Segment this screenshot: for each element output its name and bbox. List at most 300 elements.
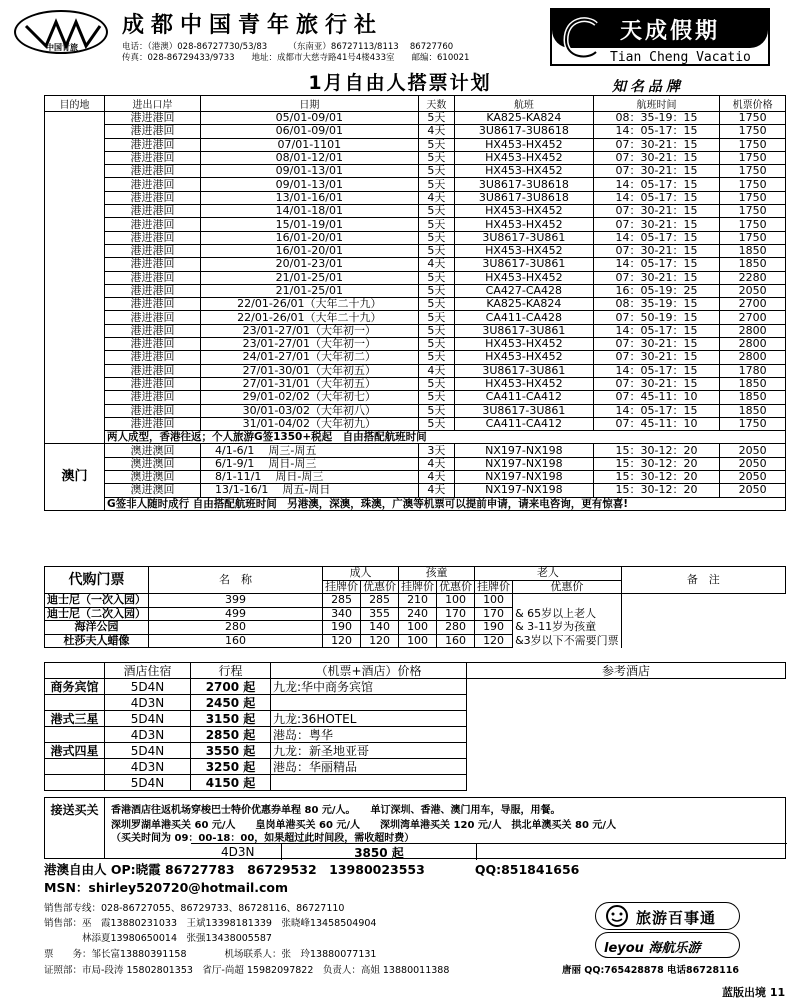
extra-price: 3850 起 xyxy=(281,844,477,860)
cell-port: 澳进澳回 xyxy=(105,484,201,497)
dest-macau: 澳门 xyxy=(45,444,105,510)
cell-port: 港进港回 xyxy=(105,271,201,284)
cell-flight-no: HX453-HX452 xyxy=(455,377,594,390)
hotel-header-row xyxy=(45,663,786,679)
flight-row xyxy=(45,112,786,125)
cell-port: 港进港回 xyxy=(105,364,201,377)
cell-price: 1850 xyxy=(720,377,786,390)
cell-port: 港进港回 xyxy=(105,324,201,337)
hotel-ref: 九龙:36HOTEL xyxy=(271,711,467,727)
hotel-row xyxy=(45,727,786,743)
cell-flight-time: 07：45-11：10 xyxy=(593,417,720,430)
cell-port: 港进港回 xyxy=(105,338,201,351)
cell-flight-time: 15：30-12：20 xyxy=(593,484,720,497)
hotel-type xyxy=(45,759,105,775)
flight-row xyxy=(45,284,786,297)
cell-port: 澳进澳回 xyxy=(105,444,201,457)
ticket-sub-list: 挂牌价 xyxy=(323,580,361,594)
cell-flight-no: HX453-HX452 xyxy=(455,338,594,351)
cell-flight-time: 07：30-21：15 xyxy=(593,151,720,164)
mascot-icon xyxy=(602,903,632,929)
macau-flight-row xyxy=(45,444,786,457)
cell-date: 21/01-25/01 xyxy=(201,284,419,297)
cell-port: 港进港回 xyxy=(105,311,201,324)
ticket-table xyxy=(44,566,786,648)
cell-flight-no: 3U8617-3U861 xyxy=(455,231,594,244)
cell-port: 港进港回 xyxy=(105,151,201,164)
cell-days: 4天 xyxy=(418,471,454,484)
transfer-line-hours: （买关时间为 09：00-18：00，如果超过此时间段，需收超时费） xyxy=(111,833,415,844)
ticket-price: 280 xyxy=(437,621,475,635)
cell-flight-time: 14：05-17：15 xyxy=(593,258,720,271)
ticket-name: 杜莎夫人蜡像 xyxy=(45,634,149,648)
ticket-price: 100 xyxy=(475,594,513,608)
cell-days: 4天 xyxy=(418,125,454,138)
cell-flight-no: CA411-CA428 xyxy=(455,311,594,324)
ticket-sub-discount: 优惠价 xyxy=(437,580,475,594)
ticket-price: 285 xyxy=(361,594,399,608)
hotel-type: 港式四星 xyxy=(45,743,105,759)
ticket-price: 355 xyxy=(361,607,399,621)
ticket-price: 340 xyxy=(323,607,361,621)
cell-flight-time: 08：35-19：15 xyxy=(593,112,720,125)
cell-price: 2700 xyxy=(720,298,786,311)
hotel-price: 2700 起 xyxy=(191,679,271,695)
transfer-line-shuttle: 香港酒店往返机场穿梭巴士特价优惠券单程 80 元/人。 单订深圳、香港、澳门用车，导服，用餐。 xyxy=(111,805,561,816)
cell-price: 2050 xyxy=(720,484,786,497)
ticket-price: 100 xyxy=(437,594,475,608)
ticket-remark: & 3-11岁为孩童 xyxy=(513,621,622,635)
ticket-col-child: 孩童 xyxy=(399,567,475,581)
cell-date: 21/01-25/01 xyxy=(201,271,419,284)
cell-flight-no: CA411-CA412 xyxy=(455,417,594,430)
cell-flight-time: 16：05-19：25 xyxy=(593,284,720,297)
ticket-side-label: 代购门票 xyxy=(45,567,149,594)
flight-row xyxy=(45,165,786,178)
ticket-remark: &3岁以下不需要门票 xyxy=(513,634,622,648)
hotel-ref: 港岛：华丽精品 xyxy=(271,759,467,775)
cell-date: 22/01-26/01（大年二十九） xyxy=(201,311,419,324)
cell-flight-no: HX453-HX452 xyxy=(455,218,594,231)
cell-flight-time: 07：45-11：10 xyxy=(593,391,720,404)
hotel-ref: 九龙:华中商务宾馆 xyxy=(271,679,467,695)
cell-date: 15/01-19/01 xyxy=(201,218,419,231)
cell-port: 港进港回 xyxy=(105,351,201,364)
hk-note-row xyxy=(45,431,786,444)
flight-row xyxy=(45,298,786,311)
col-flight-time: 航班时间 xyxy=(593,96,720,112)
cell-days: 5天 xyxy=(418,298,454,311)
ticket-sub-list: 挂牌价 xyxy=(399,580,437,594)
flight-row xyxy=(45,151,786,164)
col-days: 天数 xyxy=(418,96,454,112)
flight-row xyxy=(45,391,786,404)
cell-price: 2700 xyxy=(720,311,786,324)
cell-date: 27/01-30/01（大年初五） xyxy=(201,364,419,377)
cell-flight-no: HX453-HX452 xyxy=(455,271,594,284)
cell-date: 08/01-12/01 xyxy=(201,151,419,164)
flight-row xyxy=(45,338,786,351)
ticket-price: 190 xyxy=(323,621,361,635)
flight-row xyxy=(45,125,786,138)
flight-row xyxy=(45,351,786,364)
dest-hongkong xyxy=(45,112,105,444)
hotel-type xyxy=(45,727,105,743)
ticket-price: 160 xyxy=(149,634,323,648)
ticket-row xyxy=(45,621,786,635)
cell-port: 港进港回 xyxy=(105,112,201,125)
cell-port: 港进港回 xyxy=(105,125,201,138)
cell-price: 2050 xyxy=(720,284,786,297)
partner-name-1: 旅游百事通 xyxy=(636,909,717,927)
hotel-row xyxy=(45,679,786,695)
cell-price: 2800 xyxy=(720,324,786,337)
cell-date: 16/01-20/01 xyxy=(201,231,419,244)
cell-flight-time: 07：30-21：15 xyxy=(593,351,720,364)
cell-days: 5天 xyxy=(418,271,454,284)
cell-port: 澳进澳回 xyxy=(105,457,201,470)
hotel-trip: 4D3N xyxy=(105,727,191,743)
contact-phone: 电话：（港澳）028-86727730/53/83 （东南亚）86727113/8113 86727760 xyxy=(122,42,454,52)
qq-contact: 唐丽 QQ:765428878 电话86728116 xyxy=(562,965,739,976)
extra-package-row xyxy=(191,843,787,859)
cell-flight-time: 07：30-21：15 xyxy=(593,338,720,351)
cell-flight-no: HX453-HX452 xyxy=(455,138,594,151)
cell-days: 4天 xyxy=(418,484,454,497)
ticket-col-remark: 备 注 xyxy=(621,567,785,594)
cell-date: 24/01-27/01（大年初二） xyxy=(201,351,419,364)
cell-port: 港进港回 xyxy=(105,218,201,231)
cell-flight-no: HX453-HX452 xyxy=(455,351,594,364)
cell-flight-no: NX197-NX198 xyxy=(455,457,594,470)
cell-price: 1750 xyxy=(720,138,786,151)
cell-price: 2800 xyxy=(720,351,786,364)
cell-days: 5天 xyxy=(418,205,454,218)
hotel-trip: 5D4N xyxy=(105,743,191,759)
cell-days: 5天 xyxy=(418,311,454,324)
ticket-price: 285 xyxy=(323,594,361,608)
cell-flight-time: 15：30-12：20 xyxy=(593,471,720,484)
flight-row xyxy=(45,377,786,390)
ticket-price: 240 xyxy=(399,607,437,621)
cell-days: 5天 xyxy=(418,351,454,364)
cell-price: 1750 xyxy=(720,205,786,218)
cell-date: 07/01-1101 xyxy=(201,138,419,151)
partner-logo-leyou xyxy=(595,932,740,958)
hotel-table xyxy=(44,662,786,791)
brand-logo xyxy=(550,8,770,66)
hotel-price: 2850 起 xyxy=(191,727,271,743)
col-date: 日期 xyxy=(201,96,419,112)
cell-flight-time: 14：05-17：15 xyxy=(593,324,720,337)
cell-price: 1750 xyxy=(720,231,786,244)
cell-price: 1850 xyxy=(720,391,786,404)
cell-price: 1750 xyxy=(720,125,786,138)
flight-row xyxy=(45,258,786,271)
ticket-price: 160 xyxy=(437,634,475,648)
cell-flight-time: 15：30-12：20 xyxy=(593,444,720,457)
hotel-price: 3250 起 xyxy=(191,759,271,775)
flight-row xyxy=(45,404,786,417)
ticket-price: 170 xyxy=(437,607,475,621)
cell-flight-time: 14：05-17：15 xyxy=(593,178,720,191)
hotel-row xyxy=(45,695,786,711)
flight-row xyxy=(45,417,786,430)
cyts-logo xyxy=(14,10,108,54)
cell-price: 1750 xyxy=(720,151,786,164)
col-port: 进出口岸 xyxy=(105,96,201,112)
cell-port: 港进港回 xyxy=(105,417,201,430)
col-price: 机票价格 xyxy=(720,96,786,112)
cell-price: 1750 xyxy=(720,165,786,178)
cell-price: 1750 xyxy=(720,218,786,231)
cell-days: 5天 xyxy=(418,391,454,404)
header xyxy=(0,0,800,95)
hotel-trip: 5D4N xyxy=(105,711,191,727)
flight-row xyxy=(45,218,786,231)
cell-port: 港进港回 xyxy=(105,258,201,271)
ticket-name: 海洋公园 xyxy=(45,621,149,635)
cell-date: 13/1-16/1 周五-周日 xyxy=(201,484,419,497)
cell-flight-no: HX453-HX452 xyxy=(455,151,594,164)
ticketing-contact: 票 务：邹长富13880391158 机场联系人：张 玲13880077131 xyxy=(44,949,377,960)
plan-title: 1月自由人搭票计划 xyxy=(308,72,492,94)
cell-flight-time: 14：05-17：15 xyxy=(593,191,720,204)
partner-logo-baishitong xyxy=(595,902,740,930)
cell-port: 港进港回 xyxy=(105,284,201,297)
cell-flight-time: 08：35-19：15 xyxy=(593,298,720,311)
logo-text: 中国青旅 xyxy=(46,43,78,52)
ticket-header-row xyxy=(45,567,786,581)
transfer-section xyxy=(44,797,786,859)
ticket-price: 100 xyxy=(399,621,437,635)
cell-flight-no: KA825-KA824 xyxy=(455,112,594,125)
cell-flight-no: NX197-NX198 xyxy=(455,471,594,484)
cell-port: 港进港回 xyxy=(105,231,201,244)
hotel-price: 3150 起 xyxy=(191,711,271,727)
cell-days: 5天 xyxy=(418,165,454,178)
cell-days: 5天 xyxy=(418,138,454,151)
cell-price: 2050 xyxy=(720,471,786,484)
cell-flight-time: 07：30-21：15 xyxy=(593,165,720,178)
cell-port: 港进港回 xyxy=(105,191,201,204)
cell-port: 港进港回 xyxy=(105,377,201,390)
hotel-type xyxy=(45,695,105,711)
hotel-row xyxy=(45,711,786,727)
cell-flight-no: 3U8617-3U861 xyxy=(455,258,594,271)
hotel-trip: 4D3N xyxy=(105,695,191,711)
msn-contact: MSN：shirley520720@hotmail.com xyxy=(44,880,289,895)
ticket-col-adult: 成人 xyxy=(323,567,399,581)
cell-flight-no: HX453-HX452 xyxy=(455,205,594,218)
cell-port: 港进港回 xyxy=(105,165,201,178)
ticket-price: 120 xyxy=(323,634,361,648)
col-destination: 目的地 xyxy=(45,96,105,112)
flight-row xyxy=(45,178,786,191)
cell-price: 1850 xyxy=(720,258,786,271)
cell-date: 23/01-27/01（大年初一） xyxy=(201,338,419,351)
hotel-ref xyxy=(271,695,467,711)
ticket-col-name: 名 称 xyxy=(149,567,323,594)
hotel-col-price: （机票+酒店）价格 xyxy=(271,663,467,679)
ticket-price: 120 xyxy=(475,634,513,648)
contact-fax-address: 传真：028-86729433/9733 地址：成都市大慈寺路41号4楼433室 邮编：610021 xyxy=(122,53,470,63)
ticket-sub-discount: 优惠价 xyxy=(361,580,399,594)
cell-date: 22/01-26/01（大年二十九） xyxy=(201,298,419,311)
ticket-price: 399 xyxy=(149,594,323,608)
flight-row xyxy=(45,244,786,257)
macau-flight-row xyxy=(45,457,786,470)
flight-row xyxy=(45,231,786,244)
brand-c-icon xyxy=(558,14,604,64)
ticket-col-senior: 老人 xyxy=(475,567,622,581)
hotel-col-ref: 参考酒店 xyxy=(467,663,786,679)
macau-note-row xyxy=(45,497,786,510)
hotel-row xyxy=(45,743,786,759)
ticket-price: 120 xyxy=(361,634,399,648)
cell-days: 5天 xyxy=(418,338,454,351)
cell-date: 14/01-18/01 xyxy=(201,205,419,218)
flight-row xyxy=(45,364,786,377)
hotel-price: 4150 起 xyxy=(191,775,271,791)
brand-name-cn: 天成假期 xyxy=(620,19,721,44)
hotel-ref: 九龙：新圣地亚哥 xyxy=(271,743,467,759)
cell-flight-no: HX453-HX452 xyxy=(455,165,594,178)
flight-row xyxy=(45,311,786,324)
cell-flight-no: CA427-CA428 xyxy=(455,284,594,297)
hotel-side-blank xyxy=(45,663,105,679)
cell-port: 澳进澳回 xyxy=(105,471,201,484)
ticket-remark: & 65岁以上老人 xyxy=(513,607,622,621)
sales-hotline: 销售部专线：028-86727055、86729733、86728116、86727110 xyxy=(44,903,345,914)
ticket-sub-list: 挂牌价 xyxy=(475,580,513,594)
cell-date: 30/01-03/02（大年初八） xyxy=(201,404,419,417)
cell-port: 港进港回 xyxy=(105,205,201,218)
cell-flight-time: 14：05-17：15 xyxy=(593,364,720,377)
hotel-col-type: 酒店住宿 xyxy=(105,663,191,679)
cell-date: 13/01-16/01 xyxy=(201,191,419,204)
cell-flight-time: 14：05-17：15 xyxy=(593,125,720,138)
ticket-price: 190 xyxy=(475,621,513,635)
ticket-price: 210 xyxy=(399,594,437,608)
cell-flight-no: HX453-HX452 xyxy=(455,244,594,257)
ticket-price: 100 xyxy=(399,634,437,648)
cell-price: 1780 xyxy=(720,364,786,377)
brand-name-en: Tian Cheng Vacatio xyxy=(610,50,751,65)
op-contact: 港澳自由人 OP:晓霞 86727783 86729532 13980023553 QQ:851841656 xyxy=(44,862,580,877)
cell-flight-time: 07：30-21：15 xyxy=(593,271,720,284)
cell-days: 5天 xyxy=(418,417,454,430)
cell-date: 29/01-02/02（大年初七） xyxy=(201,391,419,404)
ticket-row xyxy=(45,634,786,648)
ticket-price: 280 xyxy=(149,621,323,635)
cell-flight-time: 07：50-19：15 xyxy=(593,311,720,324)
cell-port: 港进港回 xyxy=(105,244,201,257)
ticket-row xyxy=(45,594,786,608)
cell-flight-time: 07：30-21：15 xyxy=(593,205,720,218)
transfer-line-border: 深圳罗湖单港买关 60 元/人 皇岗单港买关 60 元/人 深圳湾单港买关 120 元/人 拱北单澳买关 80 元/人 xyxy=(111,820,617,831)
cell-days: 5天 xyxy=(418,178,454,191)
cell-days: 5天 xyxy=(418,231,454,244)
ticket-price: 140 xyxy=(361,621,399,635)
ticket-price: 170 xyxy=(475,607,513,621)
brand-tag: 知名品牌 xyxy=(612,79,684,95)
hotel-ref: 港岛：粤华 xyxy=(271,727,467,743)
flight-row xyxy=(45,138,786,151)
cell-port: 港进港回 xyxy=(105,178,201,191)
cell-price: 1750 xyxy=(720,191,786,204)
flight-table xyxy=(44,95,786,511)
cell-date: 27/01-31/01（大年初五） xyxy=(201,377,419,390)
hotel-type: 商务宾馆 xyxy=(45,679,105,695)
cell-flight-no: 3U8617-3U8618 xyxy=(455,191,594,204)
cell-flight-time: 07：30-21：15 xyxy=(593,218,720,231)
cell-date: 09/01-13/01 xyxy=(201,178,419,191)
cell-flight-no: 3U8617-3U8618 xyxy=(455,178,594,191)
cell-date: 20/01-23/01 xyxy=(201,258,419,271)
macau-flight-row xyxy=(45,471,786,484)
extra-trip: 4D3N xyxy=(221,845,255,859)
col-flight: 航班 xyxy=(455,96,594,112)
sales-team: 销售部：巫 霞13880231033 王斌13398181339 张晓峰13458504904 xyxy=(44,918,377,929)
cell-flight-time: 14：05-17：15 xyxy=(593,404,720,417)
hk-note: 两人成型，香港往返；个人旅游G签1350+税起 自由搭配航班时间 xyxy=(105,431,786,444)
hotel-trip: 5D4N xyxy=(105,679,191,695)
visa-contact: 证照部：市局-段涛 15802801353 省厅-尚超 15982097822 负责人：高姐 13880011388 xyxy=(44,965,450,976)
transfer-label: 接送买关 xyxy=(45,798,105,858)
cell-date: 05/01-09/01 xyxy=(201,112,419,125)
cell-date: 23/01-27/01（大年初一） xyxy=(201,324,419,337)
cell-price: 2800 xyxy=(720,338,786,351)
cell-days: 5天 xyxy=(418,404,454,417)
cell-days: 4天 xyxy=(418,191,454,204)
cell-price: 1750 xyxy=(720,178,786,191)
page-footer: 蓝版出境 11 xyxy=(722,986,786,999)
cell-days: 5天 xyxy=(418,151,454,164)
macau-flight-row xyxy=(45,484,786,497)
cell-port: 港进港回 xyxy=(105,138,201,151)
cell-flight-time: 07：30-21：15 xyxy=(593,244,720,257)
hotel-row xyxy=(45,775,786,791)
flight-row xyxy=(45,191,786,204)
hotel-type xyxy=(45,775,105,791)
cell-date: 06/01-09/01 xyxy=(201,125,419,138)
cell-port: 港进港回 xyxy=(105,404,201,417)
cell-days: 5天 xyxy=(418,112,454,125)
ticket-price: 499 xyxy=(149,607,323,621)
cell-price: 1750 xyxy=(720,417,786,430)
flight-row xyxy=(45,271,786,284)
hotel-col-trip: 行程 xyxy=(191,663,271,679)
cell-flight-time: 14：05-17：15 xyxy=(593,231,720,244)
cell-date: 16/01-20/01 xyxy=(201,244,419,257)
cell-date: 4/1-6/1 周三-周五 xyxy=(201,444,419,457)
cell-price: 1850 xyxy=(720,244,786,257)
cell-flight-no: KA825-KA824 xyxy=(455,298,594,311)
ticket-sub-discount: 优惠价 xyxy=(513,580,622,594)
cell-flight-no: 3U8617-3U861 xyxy=(455,324,594,337)
cell-date: 6/1-9/1 周日-周三 xyxy=(201,457,419,470)
cell-price: 1750 xyxy=(720,112,786,125)
cell-days: 5天 xyxy=(418,244,454,257)
cell-price: 2050 xyxy=(720,444,786,457)
hotel-price: 2450 起 xyxy=(191,695,271,711)
cell-flight-time: 15：30-12：20 xyxy=(593,457,720,470)
cell-flight-no: 3U8617-3U8618 xyxy=(455,125,594,138)
cell-days: 4天 xyxy=(418,258,454,271)
cell-price: 2050 xyxy=(720,457,786,470)
hotel-type: 港式三星 xyxy=(45,711,105,727)
